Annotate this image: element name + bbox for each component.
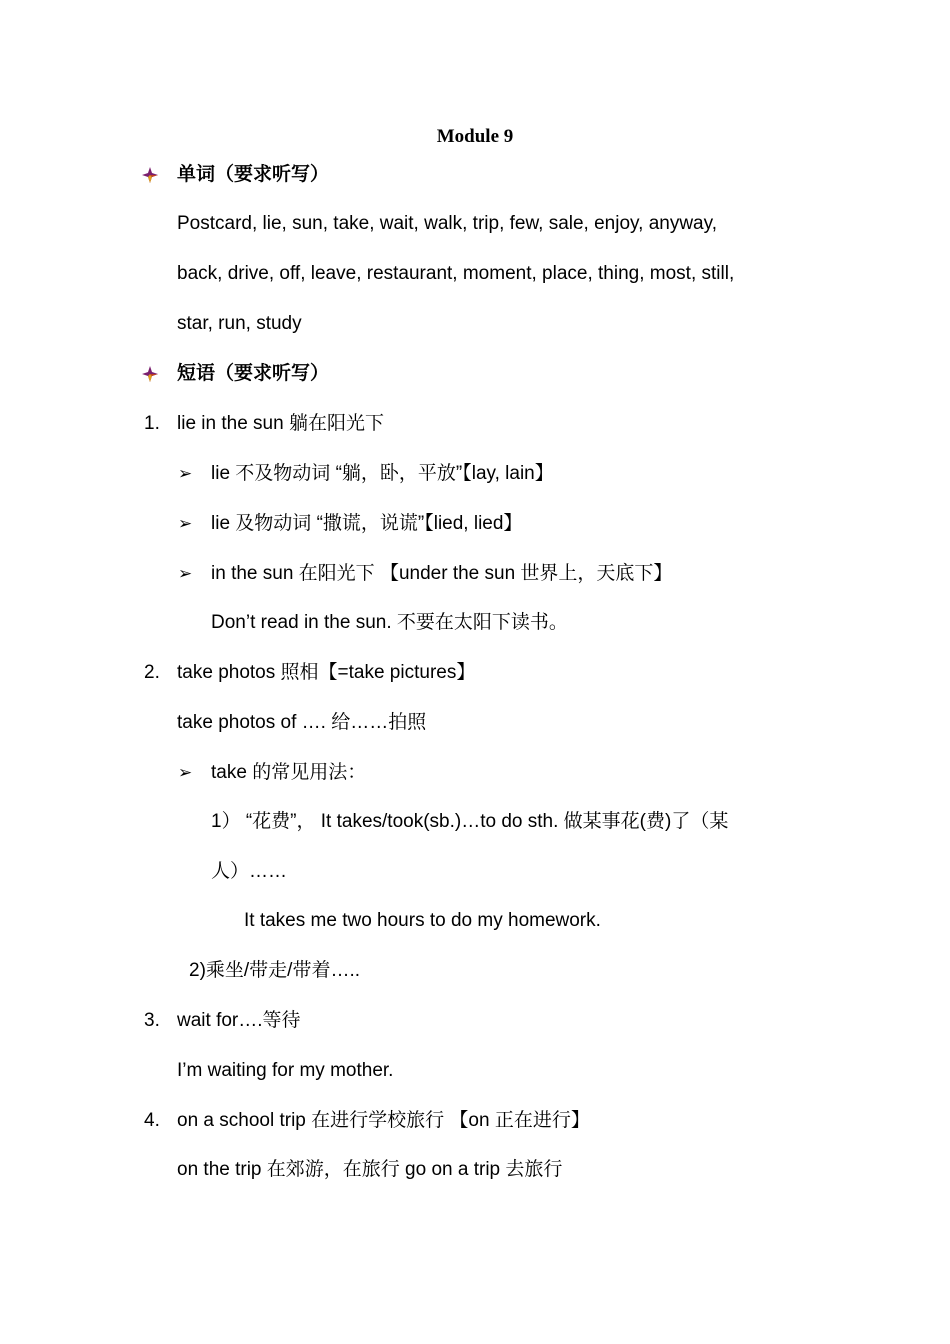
item-number: 1.	[144, 413, 160, 434]
usage-line: 2)乘坐/带走/带着…..	[189, 960, 361, 981]
arrow-bullet-icon: ➢	[178, 564, 193, 583]
list-item: in the sun 在阳光下 【under the sun 世界上，天底下】	[211, 563, 673, 584]
phrase-take-photos-of: take photos of …. 给……拍照	[177, 712, 427, 733]
phrase-school-trip: on a school trip 在进行学校旅行 【on 正在进行】	[177, 1110, 590, 1131]
arrow-bullet-icon: ➢	[178, 514, 193, 533]
item-number: 2.	[144, 662, 160, 683]
list-item: lie 及物动词 “撒谎，说谎”【lied, lied】	[211, 513, 523, 534]
star-bullet-icon	[142, 365, 158, 383]
arrow-bullet-icon: ➢	[178, 763, 193, 782]
usage-line-cont: 人）……	[211, 861, 288, 882]
phrase-wait-for: wait for….等待	[177, 1010, 301, 1031]
example-sentence: It takes me two hours to do my homework.	[244, 910, 601, 931]
words-line-3: star, run, study	[177, 313, 302, 334]
words-line-1: Postcard, lie, sun, take, wait, walk, trip, few, sale, enjoy, anyway,	[177, 213, 717, 234]
star-bullet-icon	[142, 166, 158, 184]
list-item: lie 不及物动词 “躺，卧，平放”【lay, lain】	[211, 463, 554, 484]
arrow-bullet-icon: ➢	[178, 464, 193, 483]
example-sentence: Don’t read in the sun. 不要在太阳下读书。	[211, 612, 568, 633]
example-sentence: I’m waiting for my mother.	[177, 1060, 394, 1081]
usage-line: 1） “花费”， It takes/took(sb.)…to do sth. 做某事花(费)了（某	[211, 811, 729, 832]
words-line-2: back, drive, off, leave, restaurant, moment, place, thing, most, still,	[177, 263, 735, 284]
phrases-heading: 短语（要求听写）	[177, 363, 330, 384]
phrase-take-photos: take photos 照相【=take pictures】	[177, 662, 476, 683]
phrase-lie-in-the-sun: lie in the sun 躺在阳光下	[177, 413, 384, 434]
page-title: Module 9	[436, 126, 514, 147]
words-heading: 单词（要求听写）	[177, 164, 330, 185]
list-item: take 的常见用法：	[211, 762, 367, 783]
phrase-on-the-trip: on the trip 在郊游，在旅行 go on a trip 去旅行	[177, 1159, 563, 1180]
item-number: 3.	[144, 1010, 160, 1031]
item-number: 4.	[144, 1110, 160, 1131]
